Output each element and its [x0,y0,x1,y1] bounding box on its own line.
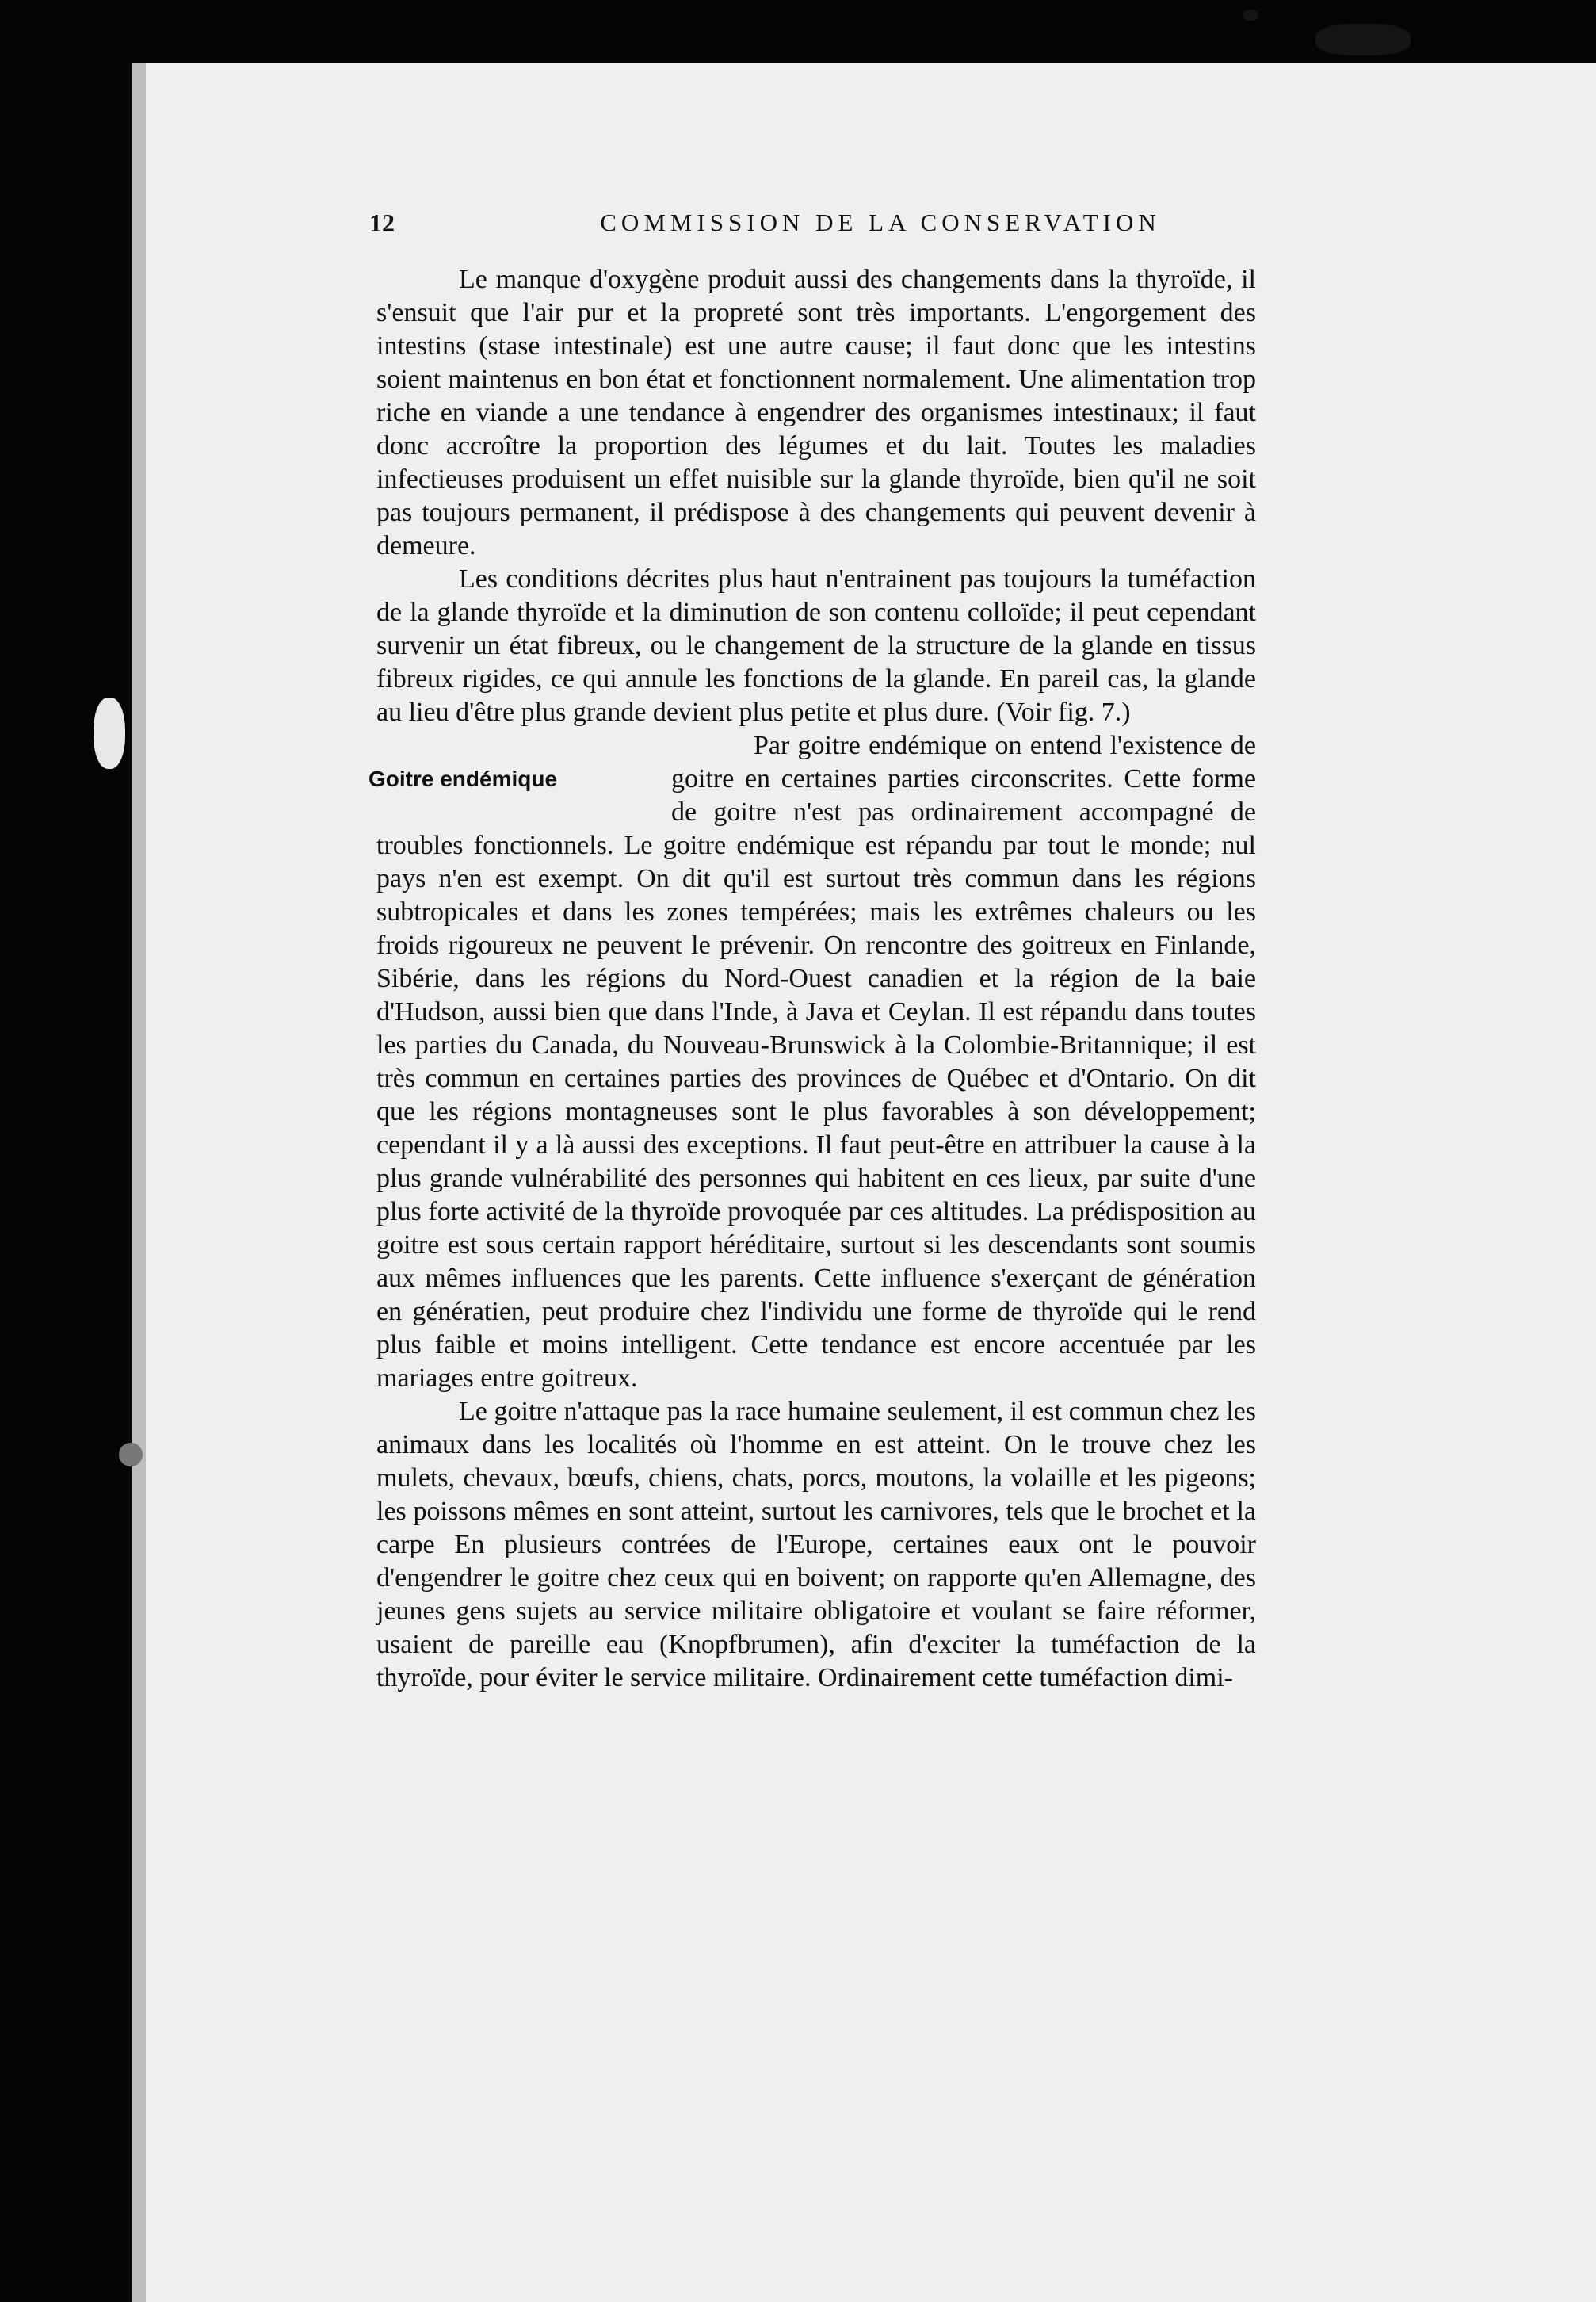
scan-speck [1315,24,1411,55]
page-header [369,208,1257,243]
paragraph: Le goitre n'attaque pas la race humaine seulement, il est commun chez les animaux dans les localités où l'homme en est atteint. On le trouve chez les mulets, chevaux, bœufs, chiens, chats, porcs, moutons, la volaille et les pigeons; les poissons mêmes en sont atteint, surtout les carnivores, tels que le brochet et la carpe En plusieurs contrées de l'Europe, certaines eaux ont le pouvoir d'engendrer le goitre chez ceux qui en boivent; on rapporte qu'en Allemagne, des jeunes gens sujets au service militaire obligatoire et voulant se faire réformer, usaient de pareille eau (Knopfbrumen), afin d'exciter la tuméfaction de la thyroïde, pour éviter le service militaire. Ordinairement cette tuméfaction dimi- [376,1397,1256,1692]
paragraph: Le manque d'oxygène produit aussi des changements dans la thyroïde, il s'ensuit que l'air pur et la propreté sont très importants. L'engorgement des intestins (stase intestinale) est une autre cause; il faut donc que les intestins soient maintenus en bon état et fonctionnent normalement. Une alimentation trop riche en viande a une tendance à engendrer des organismes intestinaux; il faut donc accroître la proportion des légumes et du lait. Toutes les maladies infectieuses produisent un effet nuisible sur la glande thyroïde, bien qu'il ne soit pas toujours permanent, il prédispose à des changements qui peuvent devenir à demeure. [376,265,1256,560]
scan-speck [94,698,125,769]
paragraph [376,729,1256,1395]
scan-speck [119,1443,143,1466]
margin-heading: Goitre endémique [368,767,558,791]
page-edge-shadow [132,63,146,2302]
page-number: 12 [369,208,395,237]
scan-speck [1243,10,1258,21]
paragraph: Les conditions décrites plus haut n'entrainent pas toujours la tuméfaction de la glande thyroïde et la diminution de son contenu colloïde; il peut cependant survenir un état fibreux, ou le changement de la structure de la glande en tissus fibreux rigides, ce qui annule les fonctions de la glande. En pareil cas, la glande au lieu d'être plus grande devient plus petite et plus dure. (Voir fig. 7.) [376,564,1256,727]
running-head: COMMISSION DE LA CONSERVATION [600,208,1161,236]
paragraph-text: Par goitre endémique on entend l'existence de goitre en certaines parties circonscrites. Cette forme de goitre n'est pas ordinairement accompagné de troubles fonctionnels. Le goitre endémique est répandu par tout le monde; nul pays n'en est exempt. On dit qu'il est surtout très commun dans les régions subtropicales et dans les zones tempérées; mais les extrêmes chaleurs ou les froids rigoureux ne peuvent le prévenir. On rencontre des goitreux en Finlande, Sibérie, dans les régions du Nord-Ouest canadien et la région de la baie d'Hudson, aussi bien que dans l'Inde, à Java et Ceylan. Il est répandu dans toutes les parties du Canada, du Nouveau-Brunswick à la Colombie-Britannique; il est très commun en certaines parties des provinces de Québec et d'Ontario. On dit que les régions montagneuses sont le plus favorables à son développement; cependant il y a là aussi des exceptions. Il faut peut-être en attribuer la cause à la plus grande vulnérabilité des personnes qui habitent en ces lieux, par suite d'une plus forte activité de la thyroïde provoquée par ces altitudes. La prédisposition au goitre est sous certain rapport héréditaire, surtout si les descendants sont soumis aux mêmes influences que les parents. Cette influence s'exerçant de génération en génératien, peut produire chez l'individu une forme de thyroïde qui le rend plus faible et moins intelligent. Cette tendance est encore accentuée par les mariages entre goitreux. [376,731,1256,1393]
body-text [368,263,1256,1695]
